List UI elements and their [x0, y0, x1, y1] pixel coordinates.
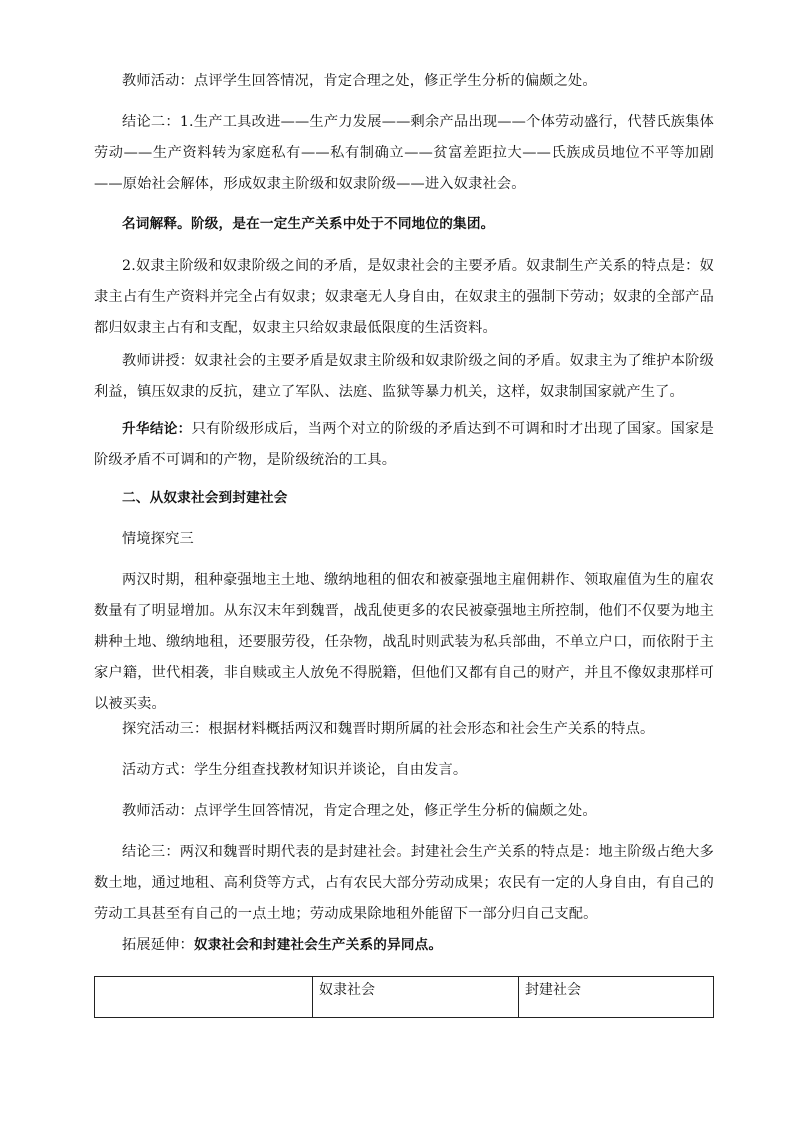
slave-society-contradiction-paragraph: 2.奴隶主阶级和奴隶阶级之间的矛盾，是奴隶社会的主要矛盾。奴隶制生产关系的特点是：奴隶主占有生产资料并完全占有奴隶；奴隶毫无人身自由，在奴隶主的强制下劳动；奴隶的全部产品都归奴隶主占有和支配，奴隶主只给奴隶最低限度的生活资料。 [94, 258, 714, 336]
extension-label: 拓展延伸： [122, 937, 194, 953]
comparison-table [94, 976, 714, 1018]
term-explanation-paragraph: 名词解释。阶级，是在一定生产关系中处于不同地位的集团。 [122, 216, 495, 232]
table-header-cell [95, 977, 313, 1018]
conclusion-two-paragraph: 结论二：1.生产工具改进——生产力发展——剩余产品出现——个体劳动盛行，代替氏族集体劳动——生产资料转为家庭私有——私有制确立——贫富差距拉大——氏族成员地位不平等加剧——原始社会解体，形成奴隶主阶级和奴隶阶级——进入奴隶社会。 [94, 114, 714, 192]
table-header-row [95, 977, 714, 1018]
section-heading-2: 二、从奴隶社会到封建社会 [122, 490, 288, 506]
inquiry-activity-3-paragraph: 探究活动三：根据材料概括两汉和魏晋时期所属的社会形态和社会生产关系的特点。 [122, 721, 655, 737]
sublimated-conclusion-label: 升华结论： [122, 421, 192, 437]
teacher-activity-paragraph-2: 教师活动：点评学生回答情况，肯定合理之处，修正学生分析的偏颇之处。 [122, 803, 597, 819]
table-header-cell: 封建社会 [519, 977, 714, 1018]
scenario-inquiry-3-title: 情境探究三 [122, 531, 194, 547]
table-header-cell: 奴隶社会 [313, 977, 519, 1018]
sublimated-conclusion-paragraph [94, 414, 714, 476]
han-wei-jin-material-paragraph: 两汉时期，租种豪强地主土地、缴纳地租的佃农和被豪强地主雇佣耕作、领取雇值为生的雇农数量有了明显增加。从东汉末年到魏晋，战乱使更多的农民被豪强地主所控制，他们不仅要为地主耕种土地、缴纳地租，还要服劳役，任杂物，战乱时则武装为私兵部曲，不单立户口，而依附于主家户籍，世代相袭，非自赎或主人放免不得脱籍，但他们又都有自己的财产，并且不像奴隶那样可以被买卖。 [94, 572, 714, 712]
teacher-activity-paragraph-1: 教师活动：点评学生回答情况，肯定合理之处，修正学生分析的偏颇之处。 [122, 73, 597, 89]
teacher-lecture-paragraph: 教师讲授：奴隶社会的主要矛盾是奴隶主阶级和奴隶阶级之间的矛盾。奴隶主为了维护本阶级利益，镇压奴隶的反抗，建立了军队、法庭、监狱等暴力机关，这样，奴隶制国家就产生了。 [94, 353, 714, 400]
activity-method-paragraph: 活动方式：学生分组查找教材知识并谈论，自由发言。 [122, 762, 468, 778]
extension-text: 奴隶社会和封建社会生产关系的异同点。 [193, 937, 443, 953]
sublimated-conclusion-text: 只有阶级形成后，当两个对立的阶级的矛盾达到不可调和时才出现了国家。国家是阶级矛盾不可调和的产物，是阶级统治的工具。 [94, 421, 715, 468]
extension-paragraph [94, 930, 714, 961]
conclusion-three-paragraph: 结论三：两汉和魏晋时期代表的是封建社会。封建社会生产关系的特点是：地主阶级占绝大多数土地，通过地租、高利贷等方式，占有农民大部分劳动成果；农民有一定的人身自由，有自己的劳动工具甚至有自己的一点土地；劳动成果除地租外能留下一部分归自己支配。 [94, 844, 714, 922]
